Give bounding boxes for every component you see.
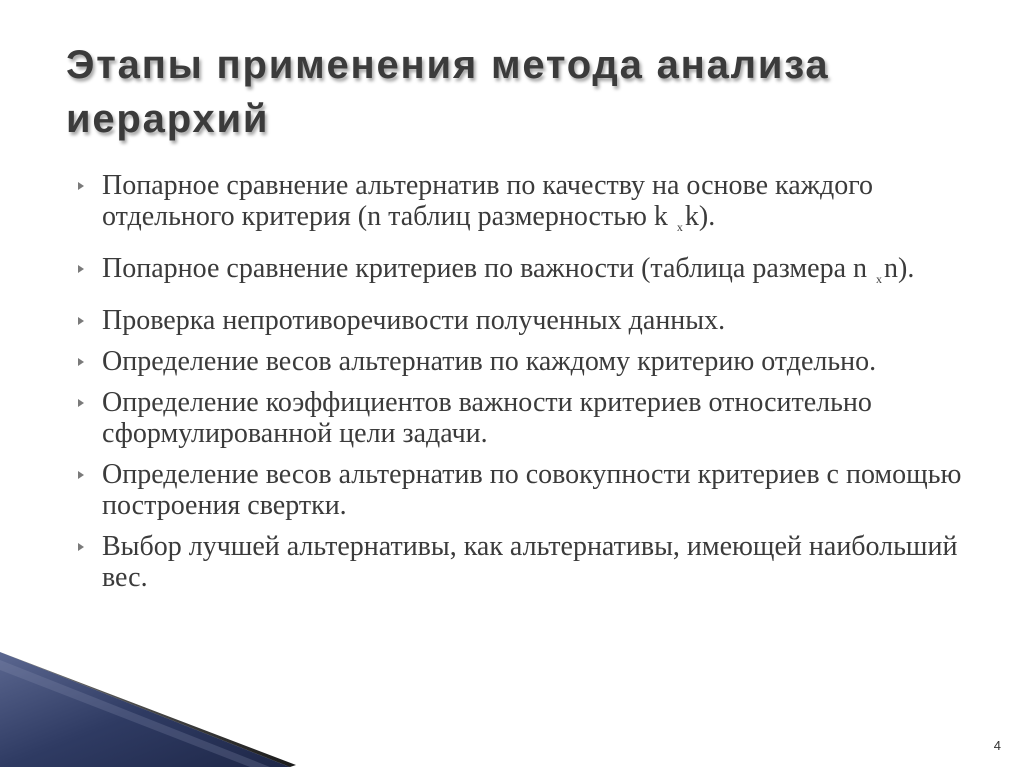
triangle-right-icon [74,262,88,276]
list-item [72,346,972,377]
item-text: Попарное сравнение альтернатив по качеству на основе каждого отдельного критерия (n таблиц размерностью k [102,170,874,232]
item-text: Определение весов альтернатив по каждому критерию отдельно. [102,346,877,377]
slide-title: Этапы применения метода анализа иерархий [66,43,830,141]
triangle-right-icon [74,179,88,193]
item-text: Попарное сравнение критериев по важности (таблица размера n [102,253,868,284]
item-text-end: n). [884,253,915,284]
list-item [72,305,972,336]
corner-decoration [0,640,300,767]
item-text: Определение весов альтернатив по совокупности критериев с помощью построения свертки. [102,459,962,521]
times-sign: x [876,272,883,286]
item-text: Проверка непротиворечивости полученных данных. [102,305,726,336]
times-sign: x [676,220,683,234]
list-item [72,459,972,521]
triangle-right-icon [74,314,88,328]
triangle-right-icon [74,396,88,410]
list-item [72,170,972,243]
list-item [72,253,972,295]
list-item [72,531,972,593]
item-text-end: k). [684,201,716,232]
list-item [72,387,972,449]
bullet-list [72,170,972,603]
item-text: Определение коэффициентов важности критериев относительно сформулированной цели задачи. [102,387,872,449]
page-number: 4 [993,738,1001,753]
triangle-right-icon [74,355,88,369]
item-text: Выбор лучшей альтернативы, как альтернативы, имеющей наибольший вес. [102,531,958,593]
triangle-right-icon [74,540,88,554]
triangle-right-icon [74,468,88,482]
